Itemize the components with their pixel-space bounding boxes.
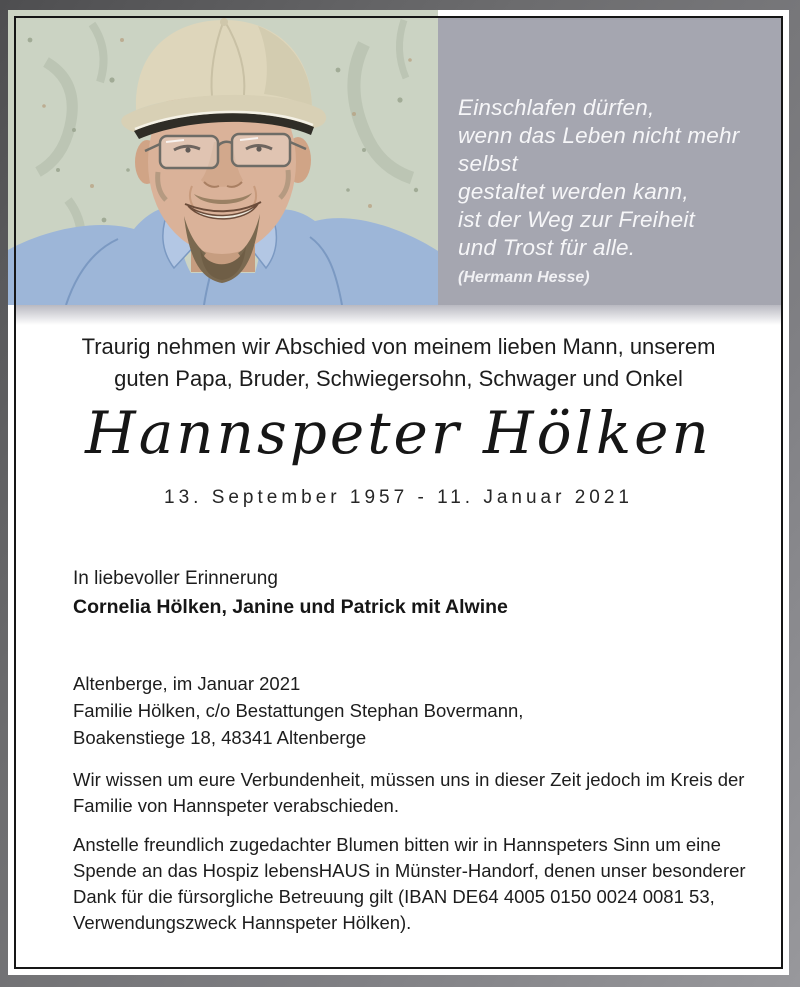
address-line: Boakenstiege 18, 48341 Altenberge <box>73 727 367 748</box>
photo-bottom-shadow <box>16 305 781 325</box>
quote-box <box>438 16 781 305</box>
quote-line: ist der Weg zur Freiheit <box>458 207 695 232</box>
memorial-card <box>8 10 789 975</box>
condolence-paragraph: Wir wissen um eure Verbundenheit, müssen uns in dieser Zeit jedoch im Kreis der Familie von Hannspeter verabschieden. <box>73 769 745 816</box>
family-names: Cornelia Hölken, Janine und Patrick mit Alwine <box>73 596 508 618</box>
quote-line: und Trost für alle. <box>458 235 636 260</box>
portrait-illustration <box>8 10 438 305</box>
life-dates: 13. September 1957 - 11. Januar 2021 <box>164 487 633 508</box>
quote-line: wenn das Leben nicht mehr selbst <box>458 123 740 176</box>
deceased-name: Hannspeter Hölken <box>85 399 712 467</box>
portrait-photo <box>8 10 438 305</box>
funeral-home-line: Familie Hölken, c/o Bestattungen Stephan Bovermann, <box>73 700 524 721</box>
place-date-line: Altenberge, im Januar 2021 <box>73 673 301 694</box>
quote-line: gestaltet werden kann, <box>458 179 689 204</box>
donation-paragraph: Anstelle freundlich zugedachter Blumen bitten wir in Hannspeters Sinn um eine Spende an das Hospiz lebensHAUS in Münster-Handorf, denen unser besonderer Dank für die fürsorgliche Betreuung gilt (IBAN DE64 4005 0150 0024 0081 53, Verwendungszweck Hannspeter Hölken). <box>73 834 746 933</box>
cap-button <box>220 18 228 26</box>
address-block <box>73 670 523 751</box>
remembrance-lead: In liebevoller Erinnerung <box>73 568 278 589</box>
intro-line: Traurig nehmen wir Abschied von meinem lieben Mann, unserem <box>81 334 716 359</box>
quote-line: Einschlafen dürfen, <box>458 95 655 120</box>
quote-attribution: (Hermann Hesse) <box>458 269 590 286</box>
intro-line: guten Papa, Bruder, Schwiegersohn, Schwager und Onkel <box>114 366 683 391</box>
